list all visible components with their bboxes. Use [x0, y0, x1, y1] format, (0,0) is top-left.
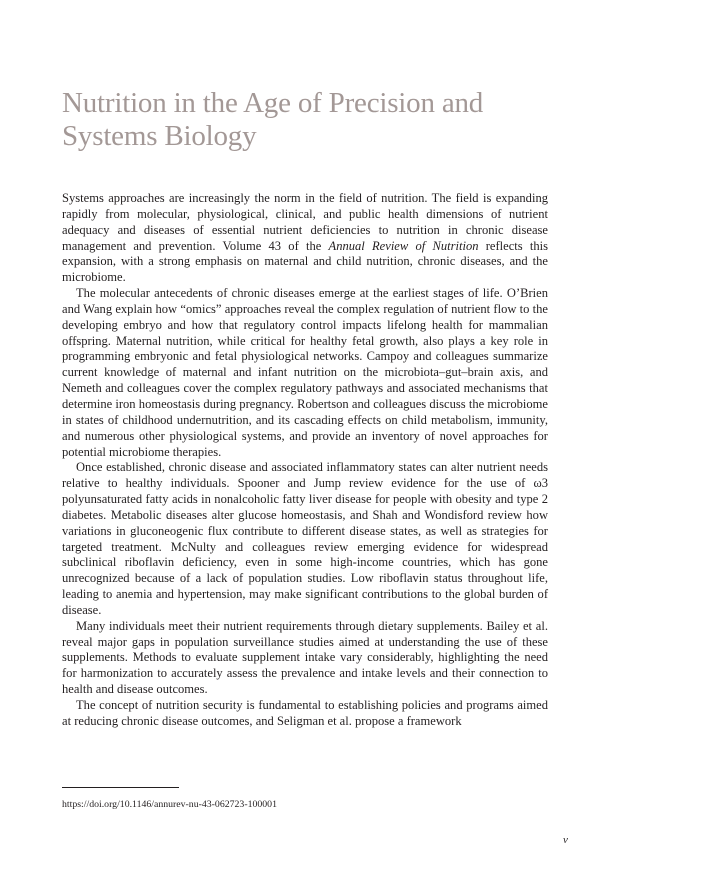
page-title: [62, 87, 582, 153]
paragraph-3: Once established, chronic disease and associated inflammatory states can alter nutrient needs relative to healthy individuals. Spooner and Jump review evidence for the use of ω3 polyunsaturated fatty acids in nonalcoholic fatty liver disease for people with obesity and type 2 diabetes. Metabolic diseases alter glucose homeostasis, and Shah and Wondisford review how variations in gluconeogenic flux contribute to different disease states, as well as strategies for targeted treatment. McNulty and colleagues review emerging evidence for widespread subclinical riboflavin deficiency, even in some high-income countries, which has gone unrecognized because of a lack of population studies. Low riboflavin status throughout life, leading to anemia and hypertension, may make significant contributions to the global burden of disease.: [62, 460, 548, 617]
title-line-2: Systems Biology: [62, 120, 257, 152]
footnote-divider: [62, 787, 179, 788]
page-number: v: [563, 834, 568, 846]
paragraph-2: The molecular antecedents of chronic diseases emerge at the earliest stages of life. O’Brien and Wang explain how “omics” approaches reveal the complex regulation of nutrient flow to the developing embryo and how that regulatory control impacts lifelong health for mammalian offspring. Maternal nutrition, while critical for healthy fetal growth, also plays a key role in programming embryonic and fetal physiological networks. Campoy and colleagues summarize current knowledge of maternal and infant nutrition on the microbiota–gut–brain axis, and Nemeth and colleagues cover the complex regulatory pathways and associated mechanisms that determine iron homeostasis during pregnancy. Robertson and colleagues discuss the microbiome in states of childhood undernutrition, and its cascading effects on child metabolism, immunity, and numerous other physiological systems, and provide an inventory of novel approaches for potential microbiome therapies.: [62, 286, 548, 459]
doi-link[interactable]: https://doi.org/10.1146/annurev-nu-43-062723-100001: [62, 799, 277, 810]
journal-title-italic: Annual Review of Nutrition: [328, 238, 479, 253]
paragraph-1-text-a: Systems approaches are increasingly the norm in the field of nutrition. The field is expanding rapidly from molecular, physiological, clinical, and public health dimensions of nutrient adequacy and diseases of essential nutrient deficiencies to nutrition in chronic disease management and prevention. Volume 43 of the: [62, 191, 548, 253]
paragraph-5: The concept of nutrition security is fundamental to establishing policies and programs aimed at reducing chronic disease outcomes, and Seligman et al. propose a framework: [62, 698, 548, 728]
paragraph-1-text-b: reflects this expansion, with a strong emphasis on maternal and child nutrition, chronic diseases, and the microbiome.: [62, 238, 549, 285]
title-line-1: Nutrition in the Age of Precision and: [62, 87, 484, 119]
paragraph-4: Many individuals meet their nutrient requirements through dietary supplements. Bailey et al. reveal major gaps in population surveillance studies aimed at understanding the use of these supplements. Methods to evaluate supplement intake vary considerably, highlighting the need for harmonization to accurately assess the prevalence and intake levels and their connection to health and disease outcomes.: [62, 618, 548, 697]
paragraph-1: [62, 191, 548, 286]
article-body: [62, 191, 548, 730]
